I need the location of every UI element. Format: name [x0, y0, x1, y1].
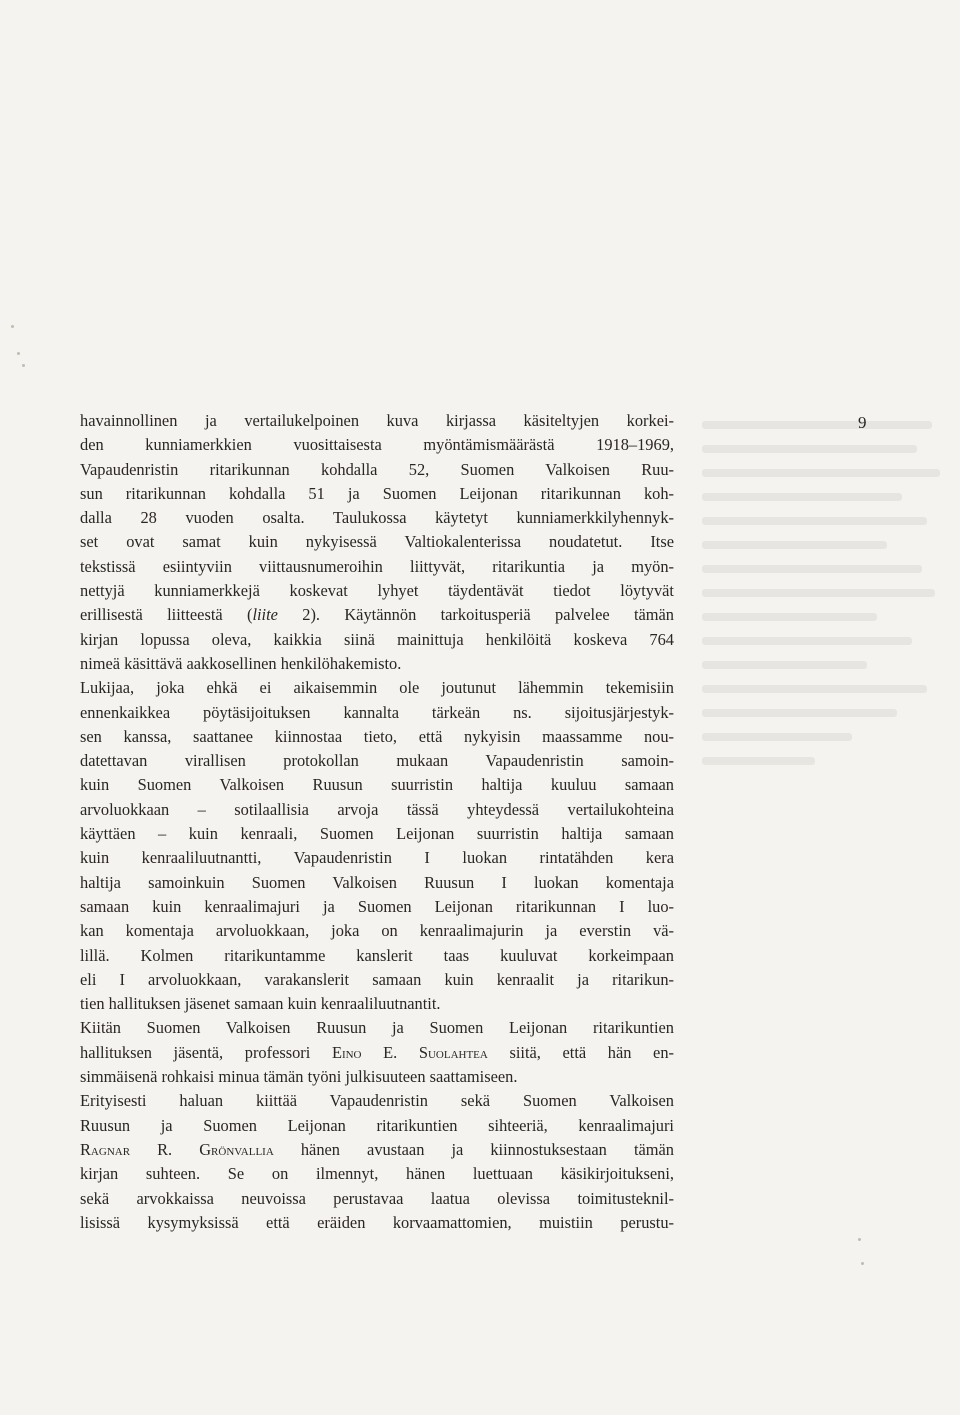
text-line	[80, 968, 674, 992]
text-run: sun ritarikunnan kohdalla 51 ja Suomen Leijonan ritarikunnan koh-	[80, 483, 674, 503]
text-run: nettyjä kunniamerkkejä koskevat lyhyet täydentävät tiedot löytyvät	[80, 581, 674, 601]
text-line	[80, 944, 674, 968]
text-run: samaan kuin kenraalimajuri ja Suomen Leijonan ritarikunnan I luo-	[80, 896, 674, 916]
text-run: tien hallituksen jäsenet samaan kuin kenraaliluutnantit.	[80, 994, 441, 1014]
text-line	[80, 555, 674, 579]
text-line	[80, 822, 674, 846]
text-line	[80, 1162, 674, 1186]
text-line	[80, 992, 674, 1016]
page-number: 9	[858, 413, 867, 432]
text-line	[80, 1041, 674, 1065]
text-line	[80, 1089, 674, 1113]
text-line	[80, 530, 674, 554]
body-text	[80, 409, 674, 1235]
text-run: Kiitän Suomen Valkoisen Ruusun ja Suomen Leijonan ritarikuntien	[80, 1018, 674, 1038]
text-run: hallituksen jäsentä, professori	[80, 1042, 332, 1062]
text-line	[80, 603, 674, 627]
text-line	[80, 506, 674, 530]
text-line	[80, 433, 674, 457]
text-line	[80, 1138, 674, 1162]
text-run: haltija samoinkuin Suomen Valkoisen Ruusun I luokan komentaja	[80, 872, 674, 892]
text-line	[80, 1211, 674, 1235]
text-run: Vapaudenristin ritarikunnan kohdalla 52, Suomen Valkoisen Ruu-	[80, 459, 674, 479]
text-line	[80, 749, 674, 773]
text-run: arvoluokkaan – sotilaallisia arvoja tässä yhteydessä vertailukohteina	[80, 799, 674, 819]
text-line	[80, 773, 674, 797]
text-line	[80, 1114, 674, 1138]
text-run: kirjan suhteen. Se on ilmennyt, hänen luettuaan käsikirjoitukseni,	[80, 1164, 674, 1184]
text-run: den kunniamerkkien vuosittaisesta myöntämismäärästä 1918–1969,	[80, 435, 674, 455]
text-run: Erityisesti haluan kiittää Vapaudenristin sekä Suomen Valkoisen	[80, 1091, 674, 1111]
text-run: havainnollinen ja vertailukelpoinen kuva kirjassa käsiteltyjen korkei-	[80, 411, 674, 430]
text-run: ennenkaikkea pöytäsijoituksen kannalta tärkeän ns. sijoitusjärjestyk-	[80, 702, 674, 722]
text-run: simmäisenä rohkaisi minua tämän työni julkisuuteen saattamiseen.	[80, 1067, 518, 1087]
text-line	[80, 725, 674, 749]
text-line	[80, 1065, 674, 1089]
text-run: tekstissä esiintyviin viittausnumeroihin liittyvät, ritarikuntia ja myön-	[80, 556, 674, 576]
text-run: dalla 28 vuoden osalta. Taulukossa käytetyt kunniamerkkilyhennyk-	[80, 508, 674, 528]
italic-text: liite	[252, 605, 278, 625]
text-run: lillä. Kolmen ritarikuntamme kanslerit taas kuuluvat korkeimpaan	[80, 945, 674, 965]
text-line	[80, 409, 674, 433]
text-run: lisissä kysymyksissä että eräiden korvaamattomien, muistiin perustu-	[80, 1212, 674, 1232]
text-run: kan komentaja arvoluokkaan, joka on kenraalimajurin ja everstin vä-	[80, 921, 674, 941]
text-line	[80, 846, 674, 870]
text-run: Ruusun ja Suomen Leijonan ritarikuntien sihteeriä, kenraalimajuri	[80, 1115, 674, 1135]
text-run: siitä, että hän en-	[487, 1042, 674, 1062]
text-run: käyttäen – kuin kenraali, Suomen Leijonan suurristin haltija samaan	[80, 824, 674, 844]
text-run: datettavan virallisen protokollan mukaan Vapaudenristin samoin-	[80, 751, 674, 771]
text-run: hänen avustaan ja kiinnostuksestaan tämän	[273, 1139, 674, 1159]
text-line	[80, 676, 674, 700]
text-line	[80, 579, 674, 603]
text-run: Lukijaa, joka ehkä ei aikaisemmin ole joutunut lähemmin tekemisiin	[80, 678, 674, 698]
text-line	[80, 798, 674, 822]
text-line	[80, 895, 674, 919]
text-run: eli I arvoluokkaan, varakanslerit samaan kuin kenraalit ja ritarikun-	[80, 969, 674, 989]
text-run: sekä arvokkaissa neuvoissa perustavaa laatua olevissa toimitusteknil-	[80, 1188, 674, 1208]
name-smallcaps: Eino E. Suolahtea	[331, 1042, 488, 1062]
text-run: kirjan lopussa oleva, kaikkia siinä mainittuja henkilöitä koskeva 764	[80, 629, 674, 649]
show-through-text	[702, 405, 952, 885]
text-line	[80, 871, 674, 895]
text-line	[80, 458, 674, 482]
text-line	[80, 652, 674, 676]
text-line	[80, 919, 674, 943]
name-smallcaps: Ragnar R. Grönvallia	[80, 1139, 274, 1159]
text-line	[80, 1187, 674, 1211]
text-line	[80, 1016, 674, 1040]
text-run: kuin kenraaliluutnantti, Vapaudenristin I luokan rintatähden kera	[80, 848, 674, 868]
text-run: nimeä käsittävä aakkosellinen henkilöhakemisto.	[80, 653, 402, 673]
text-run: kuin Suomen Valkoisen Ruusun suurristin haltija kuuluu samaan	[80, 775, 674, 795]
text-line	[80, 628, 674, 652]
text-line	[80, 701, 674, 725]
text-run: 2). Käytännön tarkoitusperiä palvelee tämän	[277, 605, 674, 625]
text-run: erillisestä liitteestä (	[80, 605, 253, 625]
text-line	[80, 482, 674, 506]
text-run: set ovat samat kuin nykyisessä Valtiokalenterissa noudatetut. Itse	[80, 532, 674, 552]
text-run: sen kanssa, saattanee kiinnostaa tieto, että nykyisin maassamme nou-	[80, 726, 674, 746]
